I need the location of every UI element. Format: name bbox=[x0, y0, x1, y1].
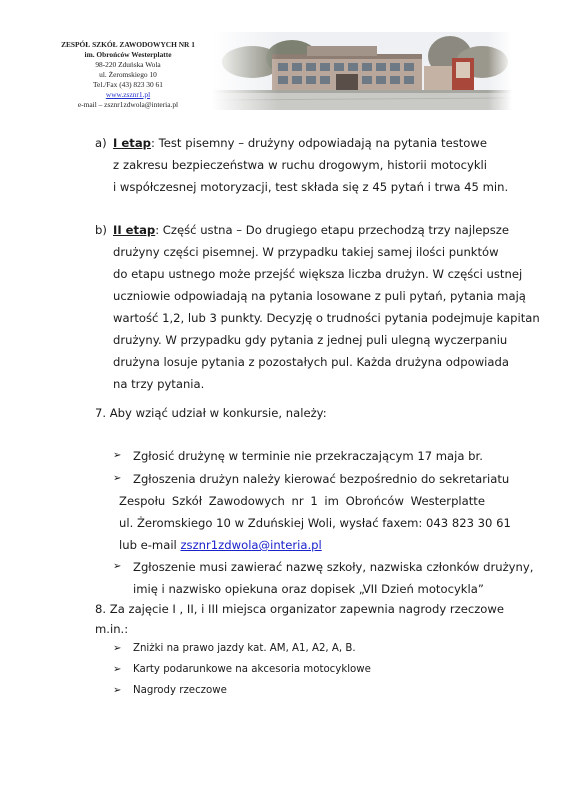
bullet-arrow-icon: ➢ bbox=[113, 561, 122, 572]
stage-a-title: I etap bbox=[113, 136, 151, 150]
stage-b-line-1 bbox=[113, 222, 509, 238]
section-7-item-2-line-1: Zgłoszenia drużyn należy kierować bezpośrednio do sekretariatu bbox=[133, 472, 510, 486]
bullet-arrow-icon: ➢ bbox=[113, 685, 122, 696]
school-phone: Tel./Fax (43) 823 30 61 bbox=[93, 80, 163, 89]
stage-b-line-8: na trzy pytania. bbox=[113, 377, 205, 391]
stage-b-line-5: wartość 1,2, lub 3 punkty. Decyzję o trudności pytania podejmuje kapitan bbox=[113, 311, 540, 325]
stage-a-line-1 bbox=[113, 135, 487, 151]
school-patron: im. Obrońców Westerplatte bbox=[84, 50, 172, 59]
stage-b-letter: b) bbox=[95, 223, 107, 237]
stage-b-line-4: uczniowie odpowiadają na pytania losowane z puli pytań, pytania mają bbox=[113, 289, 526, 303]
section-7-email-link[interactable]: zsznr1zdwola@interia.pl bbox=[180, 538, 322, 552]
stage-b-title: II etap bbox=[113, 223, 156, 237]
section-7-item-3-line-1: Zgłoszenie musi zawierać nazwę szkoły, nazwiska członków drużyny, bbox=[133, 560, 534, 574]
stage-a-line-1-text: : Test pisemny – drużyny odpowiadają na pytania testowe bbox=[150, 136, 487, 150]
prize-item-1: Zniżki na prawo jazdy kat. AM, A1, A2, A, B. bbox=[133, 643, 356, 654]
prize-item-2: Karty podarunkowe na akcesoria motocyklowe bbox=[133, 664, 371, 675]
stage-b-line-1-text: : Część ustna – Do drugiego etapu przechodzą trzy najlepsze bbox=[155, 223, 509, 237]
section-7-item-2-line-2: Zespołu Szkół Zawodowych nr 1 im Obrońców Westerplatte bbox=[119, 494, 485, 508]
section-8-line-1: 8. Za zajęcie I , II, i III miejsca organizator zapewnia nagrody rzeczowe bbox=[95, 602, 505, 616]
prize-item-3: Nagrody rzeczowe bbox=[133, 685, 227, 696]
school-street: ul. Żeromskiego 10 bbox=[99, 70, 157, 79]
stage-a-letter: a) bbox=[95, 136, 107, 150]
stage-a-line-2: z zakresu bezpieczeństwa w ruchu drogowym, historii motocykli bbox=[113, 158, 487, 172]
section-7-item-2-line-3: ul. Żeromskiego 10 w Zduńskiej Woli, wysłać faxem: 043 823 30 61 bbox=[119, 516, 511, 530]
school-email: zsznr1zdwola@interia.pl bbox=[104, 100, 179, 109]
stage-b-line-7: drużyna losuje pytania z pozostałych pul. Każda drużyna odpowiada bbox=[113, 355, 509, 369]
letterhead bbox=[0, 0, 566, 120]
section-7-item-1: Zgłosić drużynę w terminie nie przekraczającym 17 maja br. bbox=[133, 449, 483, 463]
school-building-photo bbox=[212, 32, 512, 110]
section-7-email-prefix: lub e-mail bbox=[119, 538, 181, 552]
section-7-item-2-line-4 bbox=[119, 537, 322, 553]
school-postal: 98-220 Zduńska Wola bbox=[95, 60, 161, 69]
bullet-arrow-icon: ➢ bbox=[113, 664, 122, 675]
bullet-arrow-icon: ➢ bbox=[113, 450, 122, 461]
school-name: ZESPÓŁ SZKÓŁ ZAWODOWYCH NR 1 bbox=[61, 40, 195, 49]
bullet-arrow-icon: ➢ bbox=[113, 473, 122, 484]
stage-b-line-2: drużyny części pisemnej. W przypadku takiej samej ilości punktów bbox=[113, 245, 499, 259]
bullet-arrow-icon: ➢ bbox=[113, 643, 122, 654]
school-address-block bbox=[48, 40, 208, 110]
section-7-item-3-line-2: imię i nazwisko opiekuna oraz dopisek „VII Dzień motocykla” bbox=[133, 582, 484, 596]
school-email-prefix: e-mail – bbox=[77, 100, 105, 109]
school-building-image bbox=[212, 32, 512, 110]
stage-a-line-3: i współczesnej motoryzacji, test składa się z 45 pytań i trwa 45 min. bbox=[113, 180, 509, 194]
section-7-heading: 7. Aby wziąć udział w konkursie, należy: bbox=[95, 406, 327, 420]
section-8-line-2: m.in.: bbox=[95, 622, 129, 636]
stage-b-line-6: drużyny. W przypadku gdy pytania z jednej puli ulegną wyczerpaniu bbox=[113, 333, 508, 347]
stage-b-line-3: do etapu ustnego może przejść większa liczba drużyn. W części ustnej bbox=[113, 267, 523, 281]
school-website-link[interactable]: www.zsznr1.pl bbox=[105, 90, 151, 99]
